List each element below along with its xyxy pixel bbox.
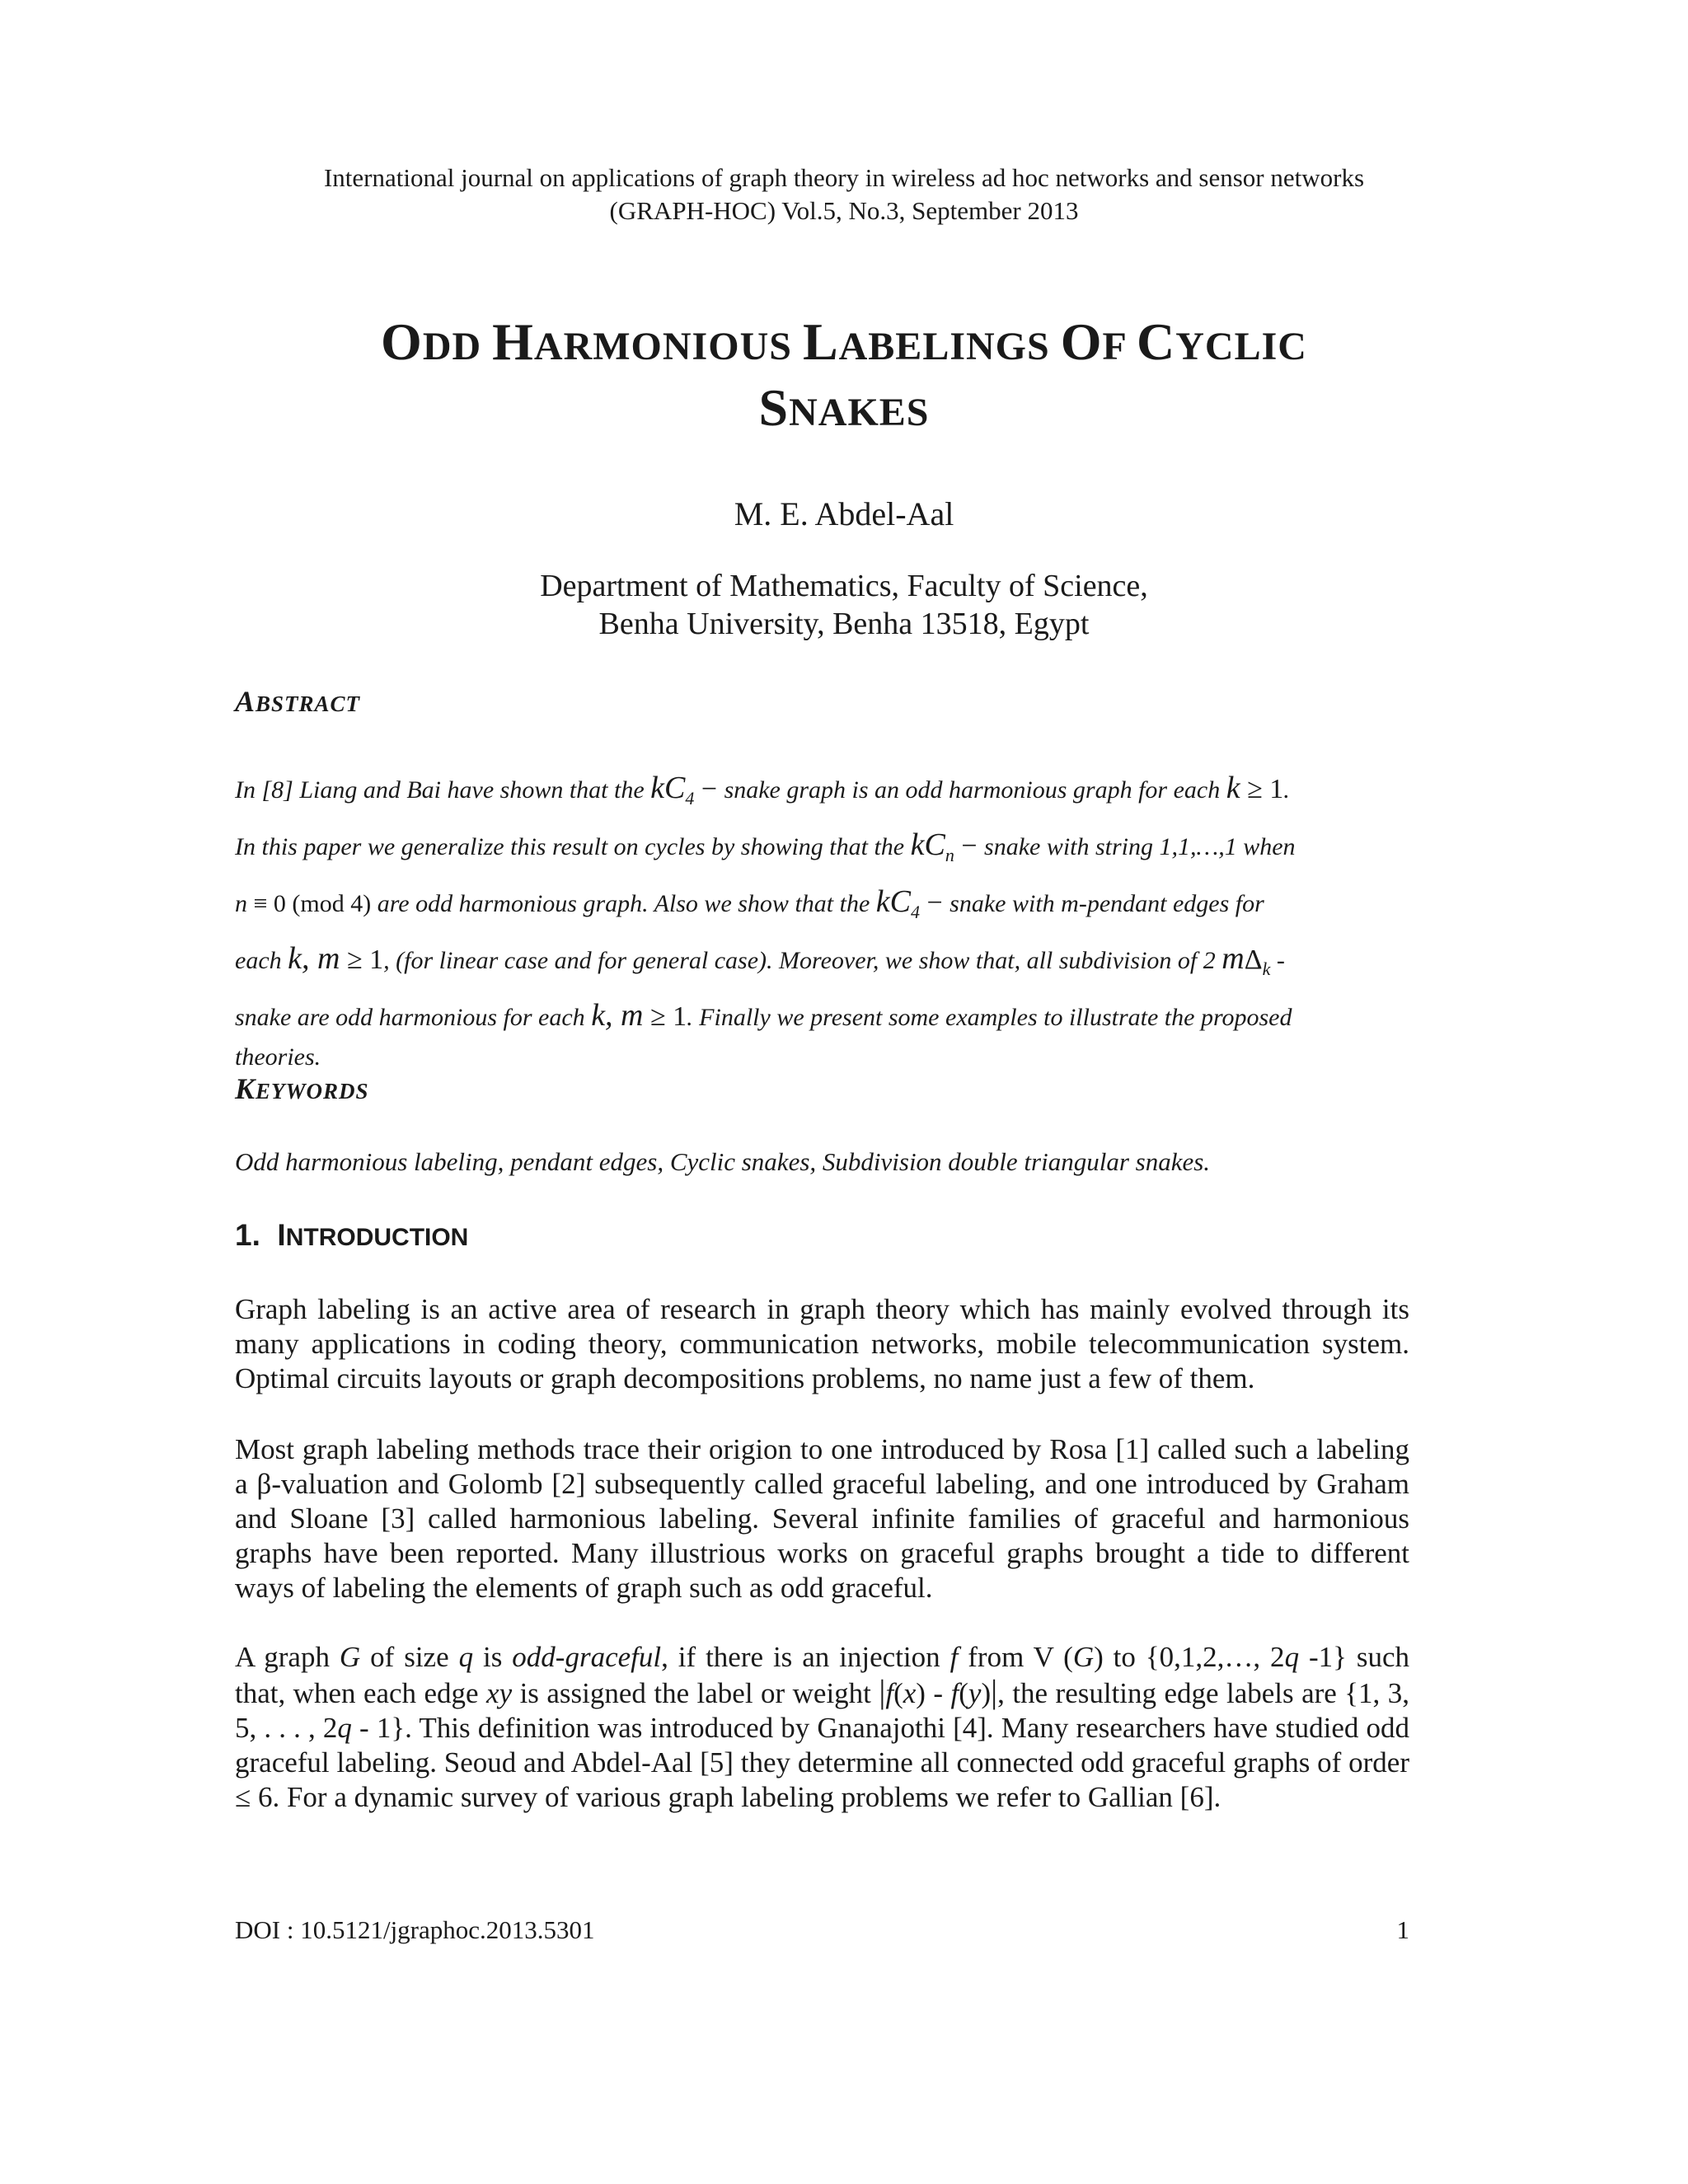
abstract-heading: ABSTRACT — [235, 685, 361, 718]
abstract-line-4: each k, m ≥ 1, (for linear case and for general case). Moreover, we show that, all subdivision of 2 $m\Delta_k$ - — [235, 941, 1285, 979]
intro-paragraph-2: Most graph labeling methods trace their origion to one introduced by Rosa [1] called such a labeling a β-valuation and Golomb [2] subsequently called graceful labeling, and one introduced by Graham and Sloane [3] called harmonious labeling. Several infinite families of graceful and harmonious graphs have been reported. Many illustrious works on graceful graphs brought a tide to different ways of labeling the elements of graph such as odd graceful. — [235, 1433, 1409, 1604]
author-name: M. E. Abdel-Aal — [734, 495, 954, 532]
intro-paragraph-3: A graph G of size q is odd-graceful, if there is an injection f from V (G) to {0,1,2,…, 2q -1} such that, when each edge xy is assigned the label or weight |f(x) - f(y)|, the resulting edge labels are {1, 3, 5, . . . , 2q - 1}. This definition was introduced by Gnanajothi [4]. Many researchers have studied odd graceful labeling. Seoud and Abdel-Aal [5] they determine all connected odd graceful graphs of order ≤ 6. For a dynamic survey of various graph labeling problems we refer to Gallian [6]. — [235, 1641, 1410, 1813]
journal-header-line-1: International journal on applications of graph theory in wireless ad hoc networks and sensor networks — [323, 163, 1365, 192]
affiliation-line-1: Department of Mathematics, Faculty of Science, — [540, 569, 1148, 603]
paper-title-line-2: SNAKES — [758, 378, 930, 437]
abstract-line-3: n ≡ 0 (mod 4) are odd harmonious graph. Also we show that the $kC_4$ − snake with m-pendant edges for — [235, 884, 1264, 922]
keywords-heading: KEYWORDS — [235, 1072, 369, 1105]
page-number: 1 — [1396, 1915, 1409, 1944]
abstract-text — [235, 765, 1409, 1074]
doi-footer: DOI : 10.5121/jgraphoc.2013.5301 — [235, 1915, 595, 1944]
paper-title-line-1: ODD HARMONIOUS LABELINGS OF CYCLIC — [381, 312, 1307, 371]
journal-header-line-2: (GRAPH-HOC) Vol.5, No.3, September 2013 — [609, 196, 1079, 225]
section-heading-introduction: 1. INTRODUCTION — [235, 1218, 469, 1252]
intro-paragraph-1: Graph labeling is an active area of research in graph theory which has mainly evolved through its many applications in coding theory, communication networks, mobile telecommunication system. Optimal circuits layouts or graph decompositions problems, no name just a few of them. — [235, 1293, 1409, 1394]
abstract-line-1: In [8] Liang and Bai have shown that the $kC_4$ − snake graph is an odd harmonious graph for each k ≥ 1. — [235, 771, 1290, 808]
affiliation-line-2: Benha University, Benha 13518, Egypt — [598, 607, 1090, 641]
keywords-text: Odd harmonious labeling, pendant edges, Cyclic snakes, Subdivision double triangular snakes. — [235, 1147, 1211, 1176]
abstract-line-5: snake are odd harmonious for each k, m ≥ 1. Finally we present some examples to illustrate the proposed — [235, 998, 1292, 1033]
abstract-line-6: theories. — [235, 1043, 321, 1071]
abstract-line-2: In this paper we generalize this result on cycles by showing that the $kC_n$ − snake with string 1,1,…,1 when — [235, 827, 1296, 865]
